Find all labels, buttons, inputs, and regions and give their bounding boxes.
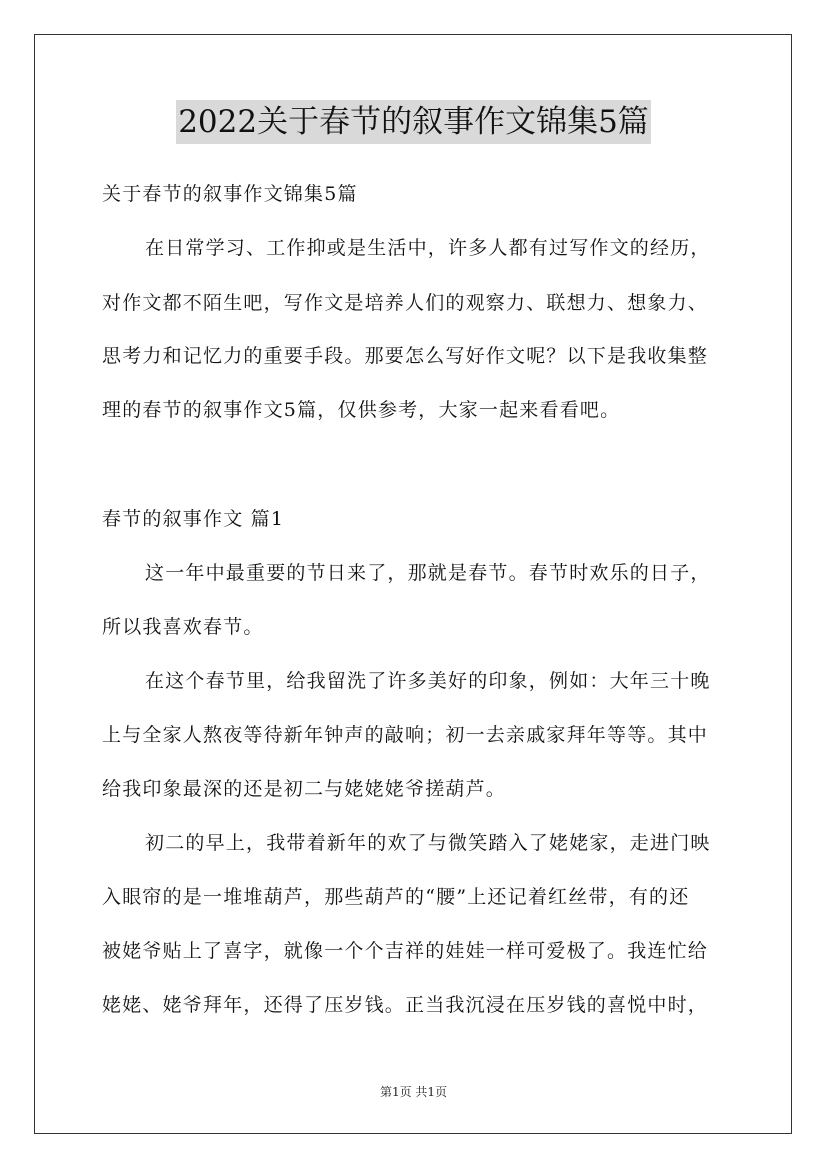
para3-line-4: 姥姥、姥爷拜年，还得了压岁钱。正当我沉浸在压岁钱的喜悦中时， xyxy=(102,994,709,1016)
para2-line-2: 上与全家人熬夜等待新年钟声的敲响；初一去亲戚家拜年等等。其中 xyxy=(102,724,709,746)
para1-line-2: 所以我喜欢春节。 xyxy=(102,616,264,638)
para3-line-3: 被姥爷贴上了喜字，就像一个个吉祥的娃娃一样可爱极了。我连忙给 xyxy=(102,940,709,962)
para1-line-1: 这一年中最重要的节日来了，那就是春节。春节时欢乐的日子， xyxy=(145,562,711,584)
subtitle-line: 关于春节的叙事作文锦集5篇 xyxy=(102,183,358,205)
intro-line-1: 在日常学习、工作抑或是生活中，许多人都有过写作文的经历， xyxy=(145,237,711,259)
intro-line-4: 理的春节的叙事作文5篇，仅供参考，大家一起来看看吧。 xyxy=(102,399,621,421)
section-heading: 春节的叙事作文 篇1 xyxy=(102,508,285,530)
para3-line-2: 入眼帘的是一堆堆葫芦，那些葫芦的“腰”上还记着红丝带，有的还 xyxy=(102,886,690,908)
para2-line-1: 在这个春节里，给我留洗了许多美好的印象，例如：大年三十晚 xyxy=(145,670,711,692)
intro-line-2: 对作文都不陌生吧，写作文是培养人们的观察力、联想力、想象力、 xyxy=(102,292,709,314)
page-footer: 第1页 共1页 xyxy=(379,1085,448,1099)
title-container xyxy=(0,100,827,144)
para2-line-3: 给我印象最深的还是初二与姥姥姥爷搓葫芦。 xyxy=(102,778,507,800)
document-title: 2022关于春节的叙事作文锦集5篇 xyxy=(176,100,651,144)
intro-line-3: 思考力和记忆力的重要手段。那要怎么写好作文呢？以下是我收集整 xyxy=(102,345,709,367)
para3-line-1: 初二的早上，我带着新年的欢了与微笑踏入了姥姥家，走进门映 xyxy=(145,832,711,854)
